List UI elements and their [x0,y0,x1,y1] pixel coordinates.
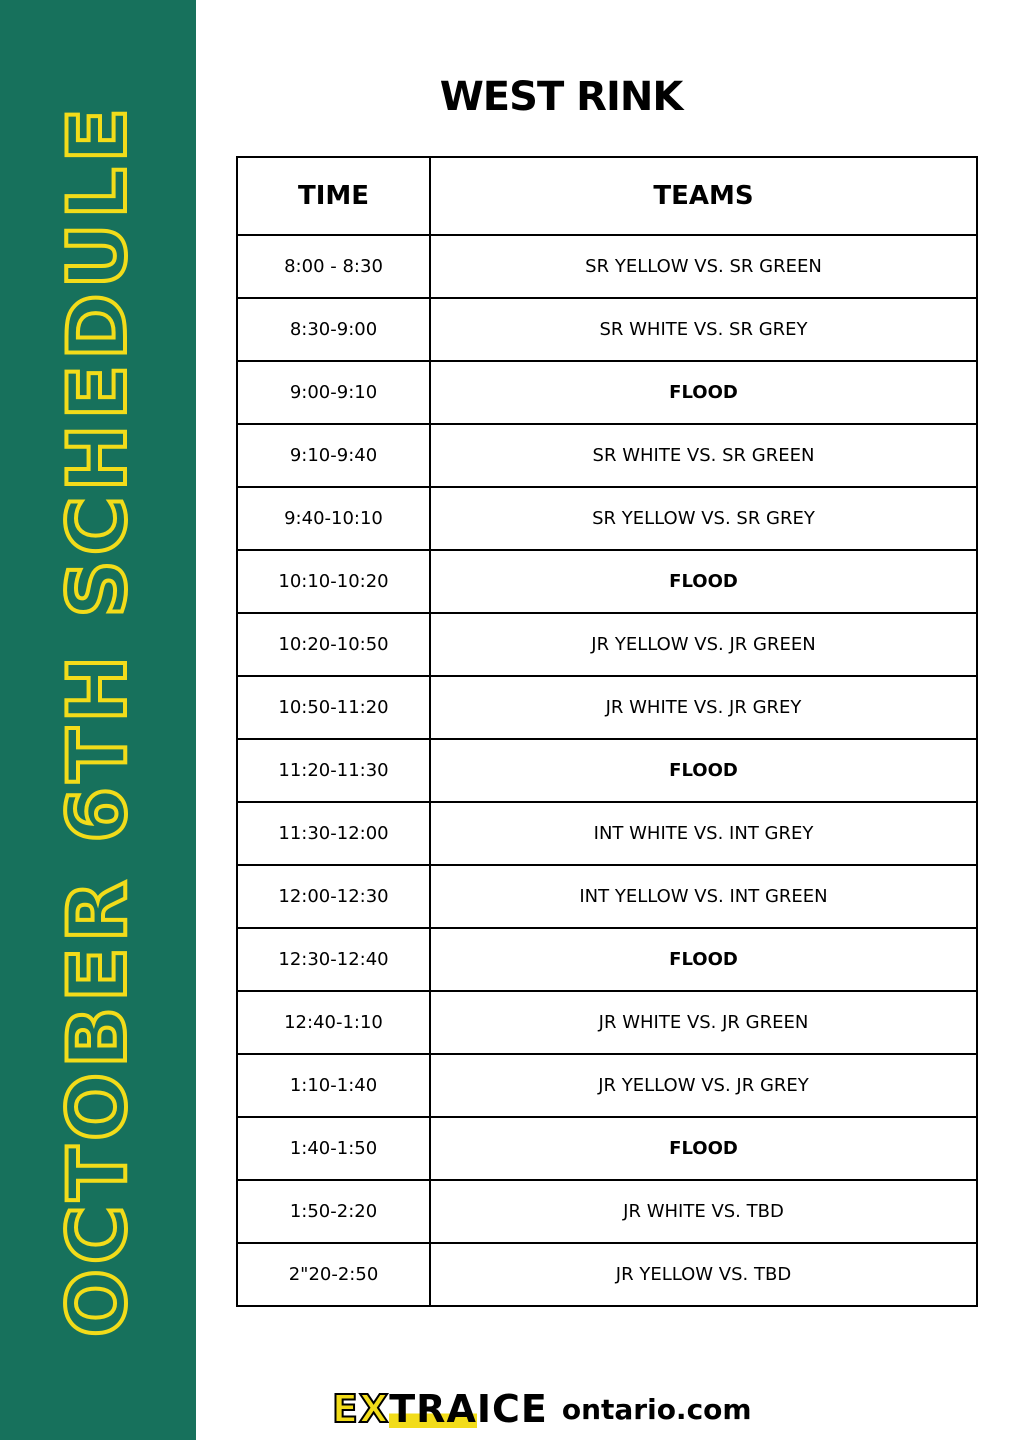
teams-cell: JR YELLOW VS. JR GREY [430,1054,977,1117]
time-cell: 12:00-12:30 [237,865,430,928]
table-row [237,298,977,361]
flood-cell: FLOOD [430,1117,977,1180]
table-row [237,865,977,928]
table-row [237,991,977,1054]
schedule-title: OCTOBER 6TH SCHEDULE [51,102,144,1338]
teams-cell: JR YELLOW VS. TBD [430,1243,977,1306]
table-row [237,487,977,550]
header-time: TIME [237,157,430,235]
table-row [237,1180,977,1243]
flood-cell: FLOOD [430,550,977,613]
table-row [237,235,977,298]
time-cell: 1:10-1:40 [237,1054,430,1117]
time-cell: 9:10-9:40 [237,424,430,487]
teams-cell: JR YELLOW VS. JR GREEN [430,613,977,676]
flood-cell: FLOOD [430,361,977,424]
table-row [237,676,977,739]
table-row [237,424,977,487]
time-cell: 10:20-10:50 [237,613,430,676]
time-cell: 11:30-12:00 [237,802,430,865]
table-row [237,1054,977,1117]
table-row [237,361,977,424]
time-cell: 8:30-9:00 [237,298,430,361]
sidebar [0,0,196,1440]
time-cell: 10:50-11:20 [237,676,430,739]
teams-cell: SR YELLOW VS. SR GREY [430,487,977,550]
time-cell: 9:40-10:10 [237,487,430,550]
flood-cell: FLOOD [430,739,977,802]
table-header-row [237,157,977,235]
table-row [237,613,977,676]
teams-cell: SR WHITE VS. SR GREEN [430,424,977,487]
rink-title: WEST RINK [439,74,683,120]
table-row [237,802,977,865]
table-row [237,739,977,802]
header-teams: TEAMS [430,157,977,235]
time-cell: 8:00 - 8:30 [237,235,430,298]
teams-cell: SR YELLOW VS. SR GREEN [430,235,977,298]
time-cell: 1:40-1:50 [237,1117,430,1180]
time-cell: 11:20-11:30 [237,739,430,802]
teams-cell: JR WHITE VS. TBD [430,1180,977,1243]
flood-cell: FLOOD [430,928,977,991]
teams-cell: INT YELLOW VS. INT GREEN [430,865,977,928]
teams-cell: JR WHITE VS. JR GREY [430,676,977,739]
footer [332,1387,752,1431]
time-cell: 10:10-10:20 [237,550,430,613]
time-cell: 1:50-2:20 [237,1180,430,1243]
extraice-logo: EX TRA ICE [332,1387,548,1431]
teams-cell: JR WHITE VS. JR GREEN [430,991,977,1054]
teams-cell: INT WHITE VS. INT GREY [430,802,977,865]
table-row [237,550,977,613]
time-cell: 2"20-2:50 [237,1243,430,1306]
table-row [237,1243,977,1306]
table-row [237,1117,977,1180]
site-text: ontario.com [561,1392,752,1426]
time-cell: 9:00-9:10 [237,361,430,424]
table-row [237,928,977,991]
time-cell: 12:40-1:10 [237,991,430,1054]
teams-cell: SR WHITE VS. SR GREY [430,298,977,361]
schedule-table [236,156,978,1307]
time-cell: 12:30-12:40 [237,928,430,991]
